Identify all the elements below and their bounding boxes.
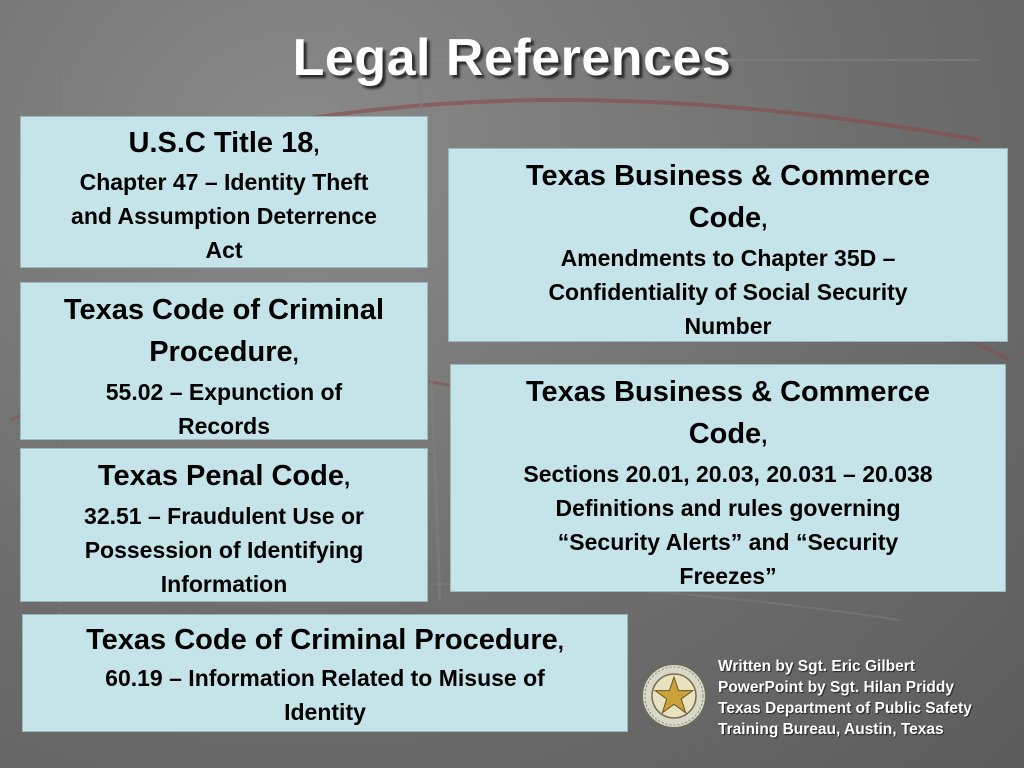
- comma: ,: [313, 132, 320, 157]
- reference-heading-text: U.S.C Title 18: [128, 127, 314, 159]
- reference-line: Chapter 47 – Identity Theft: [79, 169, 369, 195]
- reference-heading-text: Texas Code of Criminal Procedure: [86, 624, 558, 656]
- reference-box-bcc-35d: [448, 148, 1008, 342]
- reference-heading: Texas Business & Commerce: [525, 376, 931, 408]
- credit-line: Training Bureau, Austin, Texas: [718, 721, 944, 738]
- reference-box-bcc-20: [450, 364, 1006, 592]
- comma: ,: [761, 207, 768, 232]
- dps-seal-icon: [640, 662, 708, 730]
- credit-line: PowerPoint by Sgt. Hilan Priddy: [718, 679, 954, 696]
- reference-box-usc-title-18: [20, 116, 428, 268]
- reference-heading: [21, 455, 427, 499]
- comma: ,: [343, 465, 351, 490]
- reference-line: and Assumption Deterrence: [71, 203, 377, 229]
- reference-line: Act: [205, 237, 243, 263]
- reference-line: 32.51 – Fraudulent Use or: [84, 503, 364, 529]
- slide-title: Legal References: [292, 29, 732, 87]
- comma: ,: [557, 629, 564, 654]
- reference-line: Identity: [284, 699, 366, 725]
- reference-heading: [21, 123, 427, 165]
- reference-heading: Texas Code of Criminal: [63, 294, 385, 326]
- credit-line: Texas Department of Public Safety: [718, 700, 972, 717]
- reference-heading-text: Procedure: [149, 336, 293, 368]
- reference-line: Information: [160, 571, 288, 597]
- reference-line: “Security Alerts” and “Security: [557, 529, 899, 555]
- comma: ,: [761, 423, 768, 448]
- reference-heading-text: Code: [688, 202, 762, 234]
- reference-line: Number: [684, 313, 772, 339]
- reference-heading: [23, 621, 627, 661]
- reference-heading: [449, 197, 1007, 241]
- comma: ,: [292, 341, 299, 366]
- credits: [718, 656, 972, 740]
- reference-heading: [21, 331, 427, 375]
- reference-line: Confidentiality of Social Security: [548, 279, 908, 305]
- reference-line: 60.19 – Information Related to Misuse of: [105, 665, 545, 691]
- reference-box-ccp-55-02: [20, 282, 428, 440]
- reference-heading: [451, 413, 1005, 457]
- reference-line: Freezes”: [679, 563, 777, 589]
- reference-line: Definitions and rules governing: [555, 495, 901, 521]
- reference-line: 55.02 – Expunction of: [105, 379, 343, 405]
- reference-line: Records: [177, 413, 271, 439]
- reference-heading: Texas Business & Commerce: [525, 160, 931, 192]
- credit-line: Written by Sgt. Eric Gilbert: [718, 658, 915, 675]
- reference-line: Possession of Identifying: [84, 537, 364, 563]
- reference-heading-text: Code: [688, 418, 762, 450]
- reference-box-penal-code: [20, 448, 428, 602]
- reference-box-ccp-60-19: [22, 614, 628, 732]
- reference-heading-text: Texas Penal Code: [97, 460, 344, 492]
- reference-line: Sections 20.01, 20.03, 20.031 – 20.038: [523, 461, 933, 487]
- reference-line: Amendments to Chapter 35D –: [560, 245, 896, 271]
